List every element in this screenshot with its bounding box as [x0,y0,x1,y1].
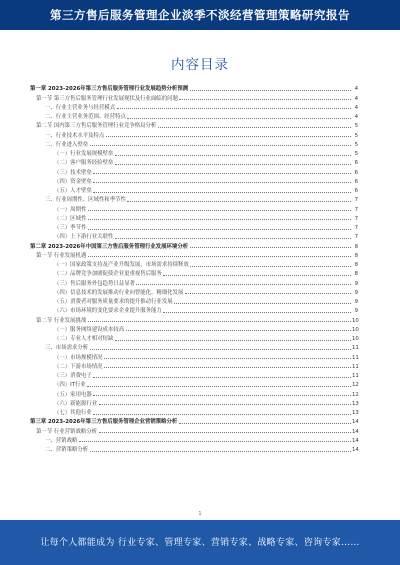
toc-entry[interactable] [30,222,358,231]
toc-leader-dots [190,90,351,91]
toc-entry-page: 6 [354,188,358,194]
toc-entry[interactable] [30,361,358,370]
toc-entry-label: 一、行业主营业务与经营模式 [45,104,116,111]
toc-entry-label: 一、行业技术水平及特点 [45,132,105,139]
toc-leader-dots [190,247,351,248]
toc-entry-page: 12 [352,382,359,389]
footer-slogan: 让每个人都能成为 行业专家、管理专家、营销专家、战略专家、咨询专家…… [40,538,360,548]
toc-entry-label: （一）周期性 [54,206,87,213]
toc-entry-label: 第三章 2023-2026年第三方售后服务管理企业营销策略分析 [30,419,178,426]
toc-entry-page: 6 [354,169,358,176]
toc-leader-dots [88,321,351,322]
toc-entry-label: 第一章 2023-2026年第三方售后服务管理行业发展趋势分析预测 [30,86,189,93]
toc-leader-dots [93,414,350,415]
toc-entry[interactable] [30,425,358,434]
toc-entry[interactable] [30,370,358,379]
toc-entry-label: （四）IT行业 [54,382,86,389]
toc-entry-page: 13 [352,400,359,407]
toc-entry-label: （三）售后服务外包趋势日益显著 [54,280,135,287]
toc-entry-page: 4 [354,104,358,111]
toc-entry-label: 第一节 行业营销战略分析 [36,428,98,435]
toc-entry-label: （二）专业人才相对短缺 [54,336,114,342]
toc-leader-dots [126,330,351,331]
toc-entry[interactable] [30,416,358,425]
toc-entry-page: 4 [354,86,358,93]
toc-entry[interactable] [30,296,358,305]
toc-entry[interactable] [30,407,358,416]
toc-entry-label: （三）季节性 [54,225,87,231]
toc-entry-page: 14 [352,428,359,435]
toc-entry-page: 7 [354,197,358,204]
toc-entry-page: 7 [354,234,358,241]
toc-entry-page: 10 [352,336,359,342]
toc-entry-label: （五）人才壁垒 [54,188,92,194]
toc-entry[interactable] [30,305,358,314]
toc-entry[interactable] [30,157,358,166]
toc-entry-label: （二）品牌竞争加剧促使企业更重视售后服务 [54,271,162,278]
toc-entry-page: 11 [352,345,359,352]
toc-entry-label: 三、行业周期性、区域性和季节性 [45,197,126,204]
toc-leader-dots [90,349,351,350]
toc-leader-dots [104,358,350,359]
toc-entry-label: （二）区域性 [54,215,87,222]
toc-entry-label: （一）市场规模情况 [54,354,103,361]
toc-entry[interactable] [30,259,358,268]
table-of-contents [30,83,358,453]
toc-entry[interactable] [30,287,358,296]
toc-entry-page: 7 [354,215,358,222]
toc-entry-page: 9 [354,289,358,296]
toc-leader-dots [163,275,350,276]
toc-entry-label: 一、营销战略 [45,437,78,444]
toc-entry-page: 11 [352,354,359,361]
toc-entry-label: 第二节 国内第三方售后服务管理行业竞争格局分析 [36,123,157,130]
toc-entry[interactable] [30,120,358,129]
toc-entry-label: （四）资金壁垒 [54,178,92,185]
page-number: 1 [198,511,202,517]
toc-entry-page: 7 [354,225,358,231]
toc-leader-dots [93,192,350,193]
toc-entry[interactable] [30,129,358,138]
toc-entry[interactable] [30,277,358,286]
toc-entry[interactable] [30,333,358,342]
toc-entry[interactable] [30,435,358,444]
toc-leader-dots [115,238,351,239]
toc-leader-dots [115,164,351,165]
toc-entry[interactable] [30,203,358,212]
toc-leader-dots [190,266,350,267]
toc-entry-page: 8 [354,262,358,268]
toc-leader-dots [179,99,350,100]
toc-entry-page: 10 [352,326,359,333]
toc-leader-dots [90,145,351,146]
toc-entry[interactable] [30,213,358,222]
toc-leader-dots [99,432,351,433]
toc-entry-label: 第一节 行业发展机遇 [36,252,87,259]
toc-entry[interactable] [30,194,358,203]
toc-entry[interactable] [30,231,358,240]
toc-entry-label: （四）上下游行业关联性 [54,234,114,241]
toc-leader-dots [115,340,351,341]
toc-entry[interactable] [30,342,358,351]
toc-leader-dots [93,395,350,396]
toc-leader-dots [158,127,351,128]
toc-entry[interactable] [30,398,358,407]
toc-leader-dots [88,219,351,220]
toc-entry-page: 4 [354,114,358,120]
toc-entry-page: 11 [352,373,359,379]
toc-entry[interactable] [30,176,358,185]
toc-entry-label: （一）国家政策支持及产业升级发展，市场需求持续释放 [54,262,189,268]
toc-entry-page: 7 [354,206,358,213]
toc-entry-label: （三）消费电子 [54,373,92,379]
toc-entry-page: 9 [354,280,358,287]
toc-leader-dots [117,108,351,109]
toc-leader-dots [127,118,350,119]
toc-entry[interactable] [30,139,358,148]
toc-leader-dots [90,451,351,452]
toc-leader-dots [106,136,351,137]
toc-entry-page: 5 [354,141,358,148]
toc-entry[interactable] [30,92,358,101]
toc-entry-label: （一）服务网络建设成本较高 [54,326,125,333]
toc-entry[interactable] [30,324,358,333]
toc-entry-page: 14 [352,419,359,426]
toc-entry-page: 11 [352,363,359,370]
toc-entry-label: 第一节 第三方售后服务管理行业发展现状及行业面临的问题 [36,95,178,102]
toc-entry-label: 三、市场需求分析 [45,345,89,352]
toc-entry-page: 14 [352,447,359,453]
toc-entry[interactable] [30,314,358,323]
toc-entry-label: 第二节 行业发展挑战 [36,317,87,324]
toc-entry[interactable] [30,250,358,259]
report-header-bar [0,0,400,30]
toc-entry-label: （六）市场环境的变化要求企业提升服务能力 [54,308,162,315]
toc-entry-label: 二、行业主营业务范围、经营特点 [45,114,126,120]
toc-leader-dots [136,284,350,285]
toc-entry[interactable] [30,388,358,397]
toc-entry[interactable] [30,379,358,388]
toc-entry-page: 13 [352,410,359,416]
footer-bar [0,520,400,565]
toc-entry-label: （二）客户服务经验壁垒 [54,160,114,167]
toc-leader-dots [93,182,350,183]
toc-leader-dots [115,155,351,156]
toc-entry[interactable] [30,444,358,453]
toc-entry-page: 9 [354,308,358,315]
toc-entry-label: 二、营销策略分析 [45,447,89,453]
toc-entry-page: 6 [354,160,358,167]
toc-entry-label: （一）行业发展规模壁垒 [54,151,114,157]
toc-entry-page: 6 [354,178,358,185]
toc-entry-page: 5 [354,151,358,157]
toc-entry-label: （二）下游市场情况 [54,363,103,370]
toc-leader-dots [87,386,350,387]
toc-entry-page: 4 [354,95,358,102]
toc-heading: 内容目录 [171,57,229,73]
toc-entry-label: 第二章 2023-2026年中国第三方售后服务管理行业发展环境分析 [30,243,189,250]
report-title: 第三方售后服务管理企业淡季不淡经营管理策略研究报告 [50,8,350,22]
toc-entry-page: 8 [354,243,358,250]
toc-entry-page: 8 [354,252,358,259]
toc-entry-label: （三）技术壁垒 [54,169,92,176]
toc-leader-dots [93,377,350,378]
toc-entry-page: 12 [352,391,359,398]
toc-entry-label: （五）家用电器 [54,391,92,398]
toc-leader-dots [104,367,350,368]
toc-leader-dots [179,423,351,424]
toc-entry[interactable] [30,185,358,194]
toc-leader-dots [99,404,351,405]
toc-entry[interactable] [30,148,358,157]
toc-leader-dots [88,210,351,211]
toc-leader-dots [163,312,350,313]
toc-entry[interactable] [30,111,358,120]
toc-leader-dots [185,293,351,294]
toc-entry-page: 10 [352,317,359,324]
toc-entry[interactable] [30,83,358,92]
toc-entry-page: 9 [354,299,358,305]
toc-entry[interactable] [30,268,358,277]
toc-leader-dots [174,303,350,304]
toc-entry[interactable] [30,102,358,111]
toc-entry-label: （四）信息技术的发展推动行业向智能化、精细化发展 [54,289,184,296]
toc-entry[interactable] [30,166,358,175]
toc-entry-label: （七）其他行业 [54,410,92,416]
toc-entry[interactable] [30,351,358,360]
toc-entry-page: 5 [354,132,358,139]
toc-leader-dots [88,229,351,230]
toc-leader-dots [127,201,350,202]
toc-entry-label: （六）新能源行业 [54,400,98,407]
toc-leader-dots [88,256,351,257]
toc-entry-label: 二、行业进入壁垒 [45,141,89,148]
toc-entry-page: 5 [354,123,358,130]
toc-entry[interactable] [30,240,358,249]
toc-entry-page: 14 [352,437,359,444]
toc-leader-dots [93,173,350,174]
toc-leader-dots [79,441,351,442]
toc-entry-page: 8 [354,271,358,278]
toc-entry-label: （五）消费者对服务质量要求的提升推动行业发展 [54,299,173,305]
